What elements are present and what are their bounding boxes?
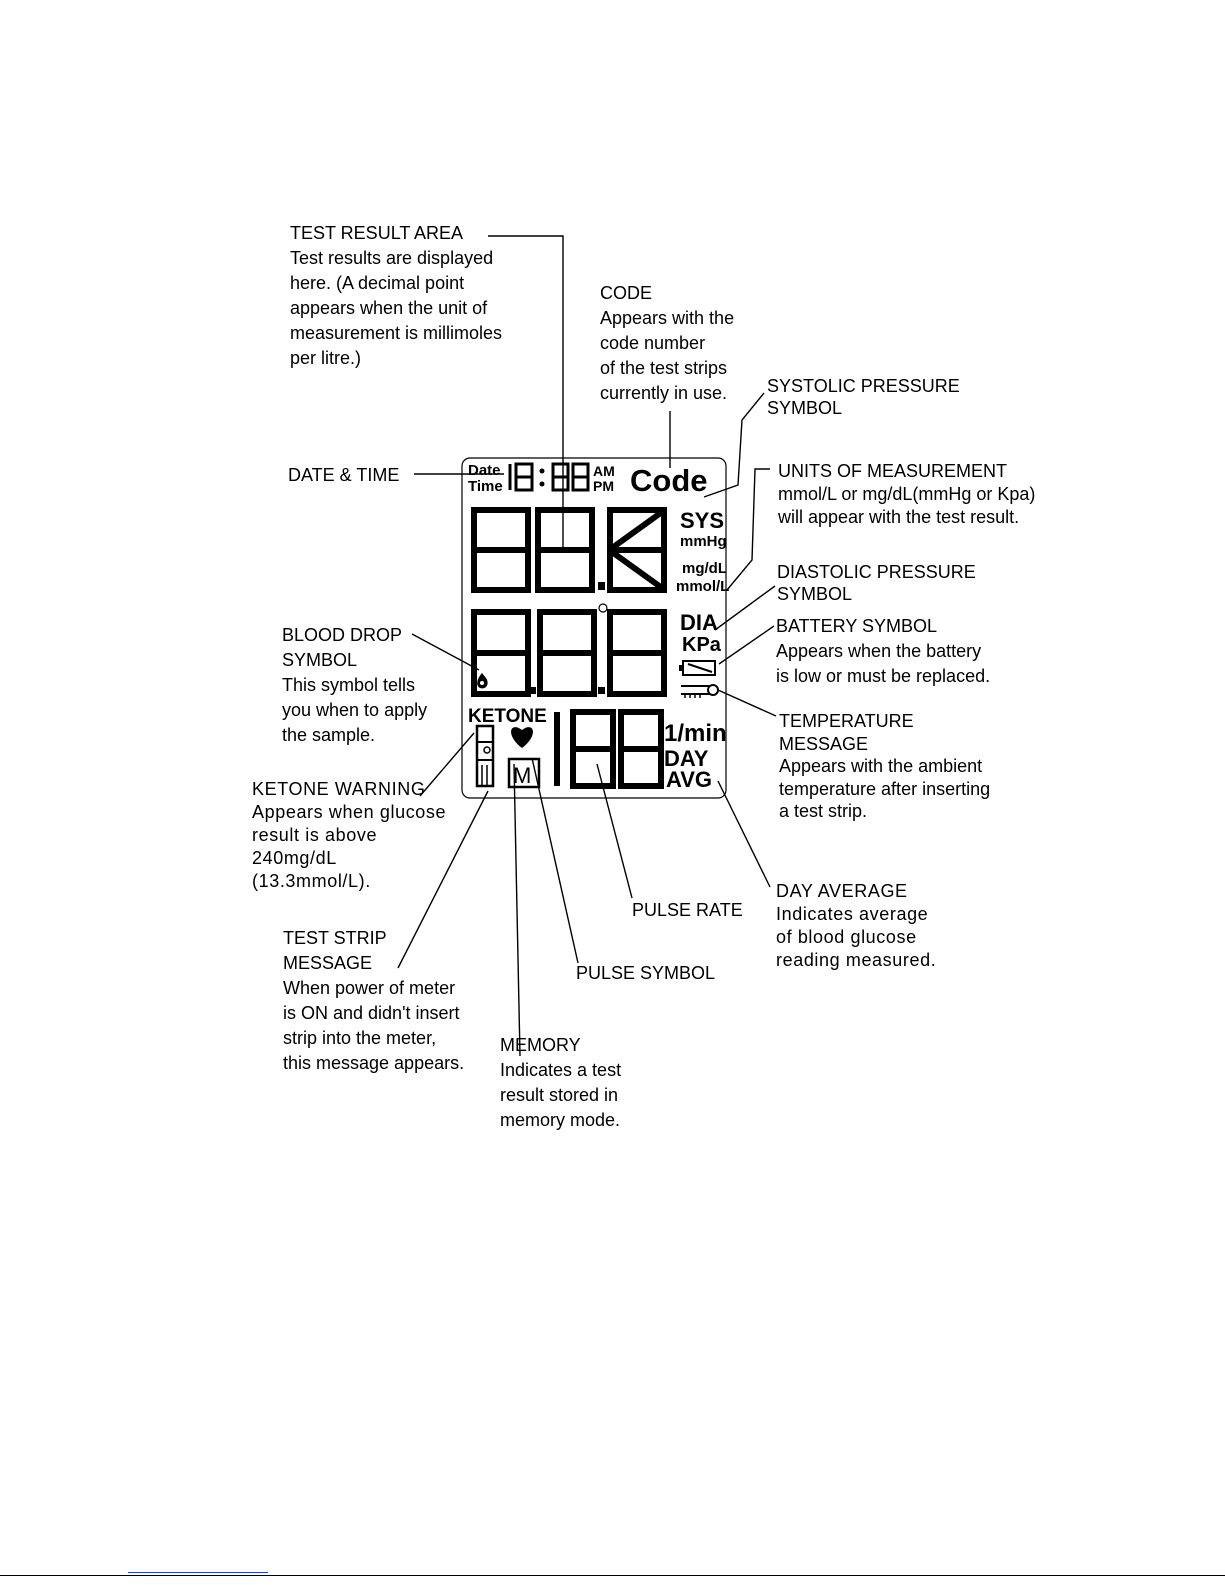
label-pulse-rate [632,898,743,923]
footer-link-underline [128,1572,268,1573]
label-title: TEMPERATURE [779,711,914,731]
label-temperature [779,710,990,823]
label-desc: code number [600,333,706,353]
label-title: TEST RESULT AREA [290,223,464,243]
lcd-code-text: Code [630,463,708,498]
lcd-per-min-text: 1/min [664,720,727,747]
lcd-avg-text: AVG [666,767,713,792]
label-diastolic [777,561,976,605]
label-desc: (13.3mmol/L). [252,871,371,891]
label-desc: mmol/L or mg/dL(mmHg or Kpa) [778,484,1036,504]
label-desc: SYMBOL [767,398,843,418]
label-desc: This symbol tells [282,675,416,695]
label-title: MEMORY [500,1035,581,1055]
clock-colon-top [540,469,545,474]
label-desc: reading measured. [776,950,937,970]
label-desc: temperature after inserting [779,778,991,799]
label-desc: When power of meter [283,978,456,998]
label-desc: MESSAGE [779,733,869,754]
lcd-pm-text: PM [593,478,614,494]
leader-temperature [718,690,776,716]
label-systolic [767,375,960,419]
label-desc: you when to apply [282,700,428,720]
label-title: PULSE RATE [632,900,743,920]
label-desc: this message appears. [283,1053,465,1073]
lcd-time-text: Time [468,478,503,495]
label-memory [500,1033,621,1133]
label-desc: will appear with the test result. [778,507,1020,527]
label-desc: Appears when glucose [252,802,447,822]
label-desc: result is above [252,825,378,845]
label-title: PULSE SYMBOL [576,963,716,983]
label-blood-drop [282,623,427,748]
label-title: CODE [600,283,653,303]
label-desc: here. (A decimal point [290,273,465,293]
label-desc: Indicates average [776,904,929,924]
lcd-mmoll-text: mmol/L [676,578,730,595]
lcd-day-text: DAY [664,746,709,771]
label-pulse-symbol [576,961,715,986]
label-desc: per litre.) [290,348,362,368]
label-title: BATTERY SYMBOL [776,616,938,636]
clock-digits [510,464,588,490]
label-desc: SYMBOL [282,650,358,670]
decimal-point-row2b [598,687,605,694]
lcd-dia-text: DIA [680,610,718,635]
label-desc: 240mg/dL [252,848,337,868]
lcd-sys-text: SYS [680,508,725,533]
label-desc: Test results are displayed [290,248,494,268]
decimal-point-row1 [598,582,605,590]
lcd-mmhg-text: mmHg [680,533,727,550]
pulse-digits [557,712,661,786]
lcd-mgdl-text: mg/dL [682,560,727,577]
label-title: UNITS OF MEASUREMENT [778,461,1008,481]
battery-icon [679,661,715,675]
decimal-point-row2a [529,687,536,694]
label-desc: result stored in [500,1085,619,1105]
label-title: SYSTOLIC PRESSURE [767,376,960,396]
label-date-time [288,463,399,488]
label-desc: of blood glucose [776,927,917,947]
lcd-kpa-text: KPa [682,634,721,656]
label-desc: is low or must be replaced. [776,666,991,686]
label-desc: Indicates a test [500,1060,622,1080]
label-ketone [252,778,446,893]
leader-memory [514,764,520,1056]
result-digits-row1 [474,510,664,590]
result-digits-row2 [474,612,664,694]
test-strip-icon [477,726,493,786]
label-code [600,281,734,406]
label-desc: the sample. [282,725,376,745]
memory-letter: M [513,763,532,788]
leader-day-average [718,781,770,887]
label-desc: Appears when the battery [776,641,982,661]
lcd-am-text: AM [593,463,615,479]
label-title: DIASTOLIC PRESSURE [777,562,976,582]
leader-battery [719,626,774,664]
label-desc: strip into the meter, [283,1028,437,1048]
label-desc: memory mode. [500,1110,621,1130]
small-ring-mark [599,604,607,612]
label-title: KETONE WARNING [252,779,426,799]
label-units [778,460,1035,529]
blood-drop-icon [477,673,487,688]
label-desc: Appears with the [600,308,735,328]
thermometer-icon [681,685,718,698]
label-day-average [776,880,936,972]
clock-colon-bottom [540,482,545,487]
label-desc: Appears with the ambient [779,756,983,776]
label-battery [776,614,990,689]
label-desc: MESSAGE [283,953,373,973]
label-test-strip [283,926,464,1076]
label-title: TEST STRIP [283,928,387,948]
label-title: DATE & TIME [288,465,400,485]
label-title: DAY AVERAGE [776,881,908,901]
label-desc: SYMBOL [777,584,853,604]
label-desc: of the test strips [600,358,728,378]
label-desc: a test strip. [779,801,868,821]
label-title: BLOOD DROP [282,625,403,645]
label-desc: measurement is millimoles [290,323,503,343]
footer-rule [0,1575,1225,1576]
lcd-ketone-text: KETONE [468,706,547,727]
label-desc: is ON and didn't insert [283,1003,460,1023]
label-test-result-area [290,221,502,371]
lcd-date-text: Date [468,462,501,479]
heart-icon [511,727,533,748]
label-desc: appears when the unit of [290,298,488,318]
label-desc: currently in use. [600,383,728,403]
